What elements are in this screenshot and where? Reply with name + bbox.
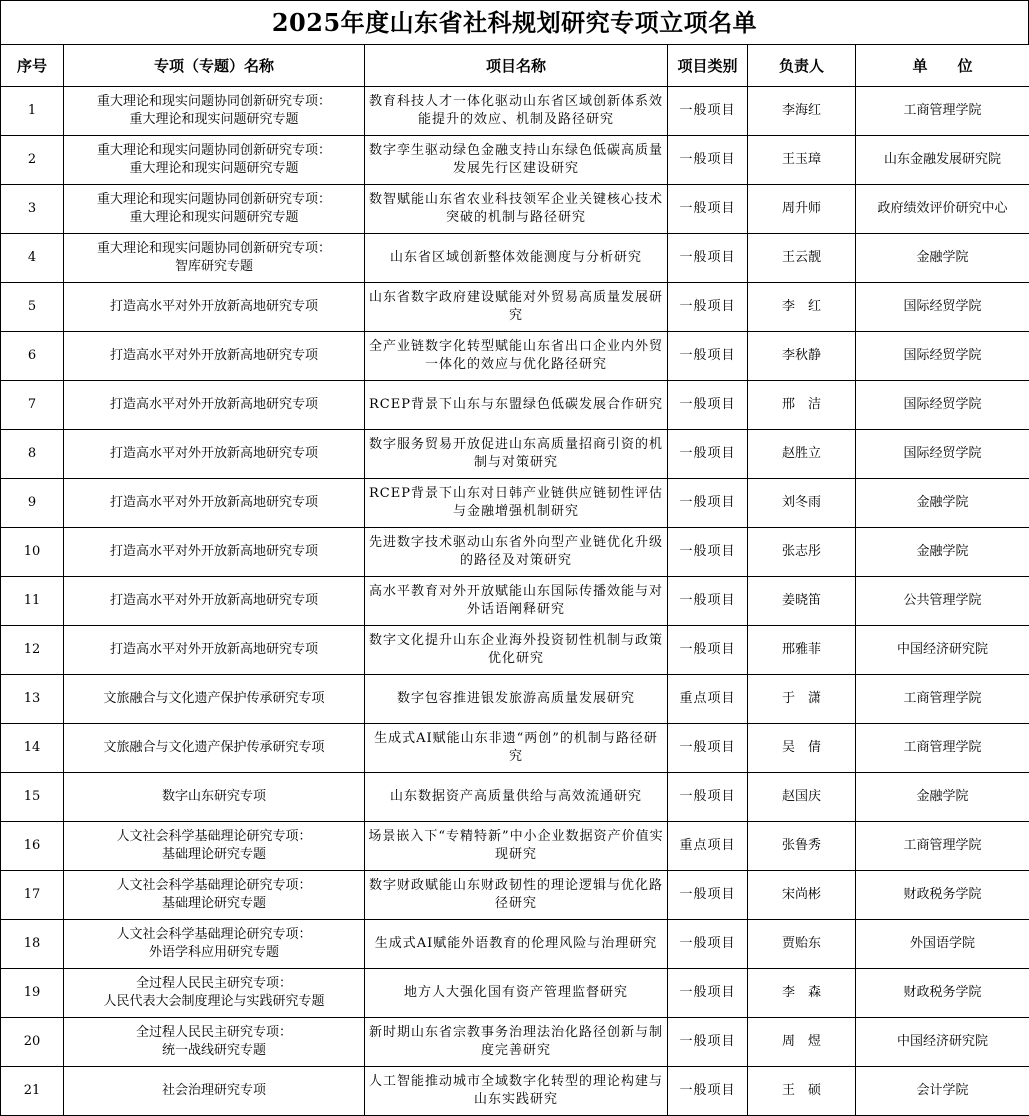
cell-special	[64, 1018, 365, 1067]
cell-leader: 赵国庆	[748, 773, 856, 822]
special-line: 重大理论和现实问题协同创新研究专项：	[67, 240, 361, 258]
cell-leader: 张鲁秀	[748, 822, 856, 871]
cell-project: 数智赋能山东省农业科技领军企业关键核心技术突破的机制与路径研究	[365, 185, 668, 234]
cell-leader: 吴 倩	[748, 724, 856, 773]
cell-category: 一般项目	[668, 381, 748, 430]
cell-category: 一般项目	[668, 1018, 748, 1067]
cell-category: 一般项目	[668, 969, 748, 1018]
cell-leader: 张志彤	[748, 528, 856, 577]
cell-special	[64, 871, 365, 920]
special-line: 全过程人民民主研究专项：	[67, 1024, 361, 1042]
special-line: 人民代表大会制度理论与实践研究专题	[67, 993, 361, 1011]
special-line: 重大理论和现实问题协同创新研究专项：	[67, 191, 361, 209]
cell-unit: 工商管理学院	[856, 87, 1029, 136]
cell-leader: 贾贻东	[748, 920, 856, 969]
cell-category: 重点项目	[668, 822, 748, 871]
header-project: 项目名称	[365, 45, 668, 87]
table-row	[1, 724, 1029, 773]
table-row	[1, 577, 1029, 626]
cell-no: 12	[1, 626, 64, 675]
cell-leader: 于 潇	[748, 675, 856, 724]
special-line: 重大理论和现实问题研究专题	[67, 160, 361, 178]
cell-unit: 会计学院	[856, 1067, 1029, 1116]
cell-leader: 李 红	[748, 283, 856, 332]
special-line: 外语学科应用研究专题	[67, 944, 361, 962]
cell-category: 一般项目	[668, 234, 748, 283]
table-row	[1, 528, 1029, 577]
special-line: 人文社会科学基础理论研究专项：	[67, 926, 361, 944]
table-row	[1, 1018, 1029, 1067]
special-line: 基础理论研究专题	[67, 846, 361, 864]
cell-leader: 刘冬雨	[748, 479, 856, 528]
table-row	[1, 675, 1029, 724]
special-line: 打造高水平对外开放新高地研究专项	[67, 396, 361, 414]
table-row	[1, 822, 1029, 871]
cell-unit: 金融学院	[856, 773, 1029, 822]
cell-unit: 工商管理学院	[856, 724, 1029, 773]
cell-no: 18	[1, 920, 64, 969]
special-line: 打造高水平对外开放新高地研究专项	[67, 347, 361, 365]
table-row	[1, 283, 1029, 332]
cell-special	[64, 479, 365, 528]
cell-leader: 邢雅菲	[748, 626, 856, 675]
cell-leader: 邢 洁	[748, 381, 856, 430]
table-row	[1, 234, 1029, 283]
header-category: 项目类别	[668, 45, 748, 87]
cell-no: 19	[1, 969, 64, 1018]
cell-no: 10	[1, 528, 64, 577]
cell-unit: 金融学院	[856, 479, 1029, 528]
cell-no: 9	[1, 479, 64, 528]
cell-special	[64, 283, 365, 332]
cell-project: 山东省数字政府建设赋能对外贸易高质量发展研究	[365, 283, 668, 332]
header-special: 专项（专题）名称	[64, 45, 365, 87]
cell-leader: 周 煜	[748, 1018, 856, 1067]
cell-category: 一般项目	[668, 724, 748, 773]
cell-project: 数字孪生驱动绿色金融支持山东绿色低碳高质量发展先行区建设研究	[365, 136, 668, 185]
cell-special	[64, 724, 365, 773]
special-line: 数字山东研究专项	[67, 788, 361, 806]
table-body	[1, 87, 1029, 1116]
cell-unit: 政府绩效评价研究中心	[856, 185, 1029, 234]
cell-leader: 王 硕	[748, 1067, 856, 1116]
cell-project: 高水平教育对外开放赋能山东国际传播效能与对外话语阐释研究	[365, 577, 668, 626]
table-row	[1, 87, 1029, 136]
cell-leader: 姜晓笛	[748, 577, 856, 626]
cell-no: 6	[1, 332, 64, 381]
cell-project: 场景嵌入下“专精特新”中小企业数据资产价值实现研究	[365, 822, 668, 871]
cell-project: 教育科技人才一体化驱动山东省区域创新体系效能提升的效应、机制及路径研究	[365, 87, 668, 136]
cell-special	[64, 577, 365, 626]
cell-project: 数字文化提升山东企业海外投资韧性机制与政策优化研究	[365, 626, 668, 675]
special-line: 打造高水平对外开放新高地研究专项	[67, 298, 361, 316]
cell-category: 重点项目	[668, 675, 748, 724]
cell-leader: 赵胜立	[748, 430, 856, 479]
special-line: 打造高水平对外开放新高地研究专项	[67, 641, 361, 659]
cell-project: 数字包容推进银发旅游高质量发展研究	[365, 675, 668, 724]
cell-project: 数字服务贸易开放促进山东高质量招商引资的机制与对策研究	[365, 430, 668, 479]
cell-project: RCEP背景下山东对日韩产业链供应链韧性评估与金融增强机制研究	[365, 479, 668, 528]
cell-special	[64, 528, 365, 577]
header-unit: 单 位	[856, 45, 1029, 87]
special-line: 文旅融合与文化遗产保护传承研究专项	[67, 690, 361, 708]
cell-unit: 国际经贸学院	[856, 430, 1029, 479]
cell-category: 一般项目	[668, 577, 748, 626]
cell-project: 先进数字技术驱动山东省外向型产业链优化升级的路径及对策研究	[365, 528, 668, 577]
cell-category: 一般项目	[668, 185, 748, 234]
header-leader: 负责人	[748, 45, 856, 87]
cell-category: 一般项目	[668, 87, 748, 136]
cell-project: 山东省区域创新整体效能测度与分析研究	[365, 234, 668, 283]
cell-unit: 山东金融发展研究院	[856, 136, 1029, 185]
table-row	[1, 185, 1029, 234]
cell-project: RCEP背景下山东与东盟绿色低碳发展合作研究	[365, 381, 668, 430]
special-line: 智库研究专题	[67, 258, 361, 276]
special-line: 统一战线研究专题	[67, 1042, 361, 1060]
cell-unit: 国际经贸学院	[856, 332, 1029, 381]
project-list-table	[0, 44, 1029, 1116]
special-line: 人文社会科学基础理论研究专项：	[67, 828, 361, 846]
cell-leader: 周升师	[748, 185, 856, 234]
table-row	[1, 773, 1029, 822]
header-no: 序号	[1, 45, 64, 87]
cell-unit: 财政税务学院	[856, 871, 1029, 920]
special-line: 打造高水平对外开放新高地研究专项	[67, 543, 361, 561]
cell-special	[64, 822, 365, 871]
table-row	[1, 1067, 1029, 1116]
cell-special	[64, 1067, 365, 1116]
cell-no: 8	[1, 430, 64, 479]
cell-unit: 中国经济研究院	[856, 626, 1029, 675]
table-row	[1, 479, 1029, 528]
cell-unit: 公共管理学院	[856, 577, 1029, 626]
cell-category: 一般项目	[668, 871, 748, 920]
cell-special	[64, 969, 365, 1018]
cell-no: 20	[1, 1018, 64, 1067]
cell-category: 一般项目	[668, 626, 748, 675]
cell-project: 新时期山东省宗教事务治理法治化路径创新与制度完善研究	[365, 1018, 668, 1067]
cell-no: 3	[1, 185, 64, 234]
table-row	[1, 136, 1029, 185]
cell-no: 13	[1, 675, 64, 724]
cell-project: 数字财政赋能山东财政韧性的理论逻辑与优化路径研究	[365, 871, 668, 920]
cell-unit: 外国语学院	[856, 920, 1029, 969]
cell-no: 15	[1, 773, 64, 822]
cell-no: 16	[1, 822, 64, 871]
cell-leader: 王云靓	[748, 234, 856, 283]
table-row	[1, 381, 1029, 430]
special-line: 文旅融合与文化遗产保护传承研究专项	[67, 739, 361, 757]
cell-special	[64, 87, 365, 136]
special-line: 打造高水平对外开放新高地研究专项	[67, 592, 361, 610]
cell-project: 生成式AI赋能山东非遗“两创”的机制与路径研究	[365, 724, 668, 773]
cell-category: 一般项目	[668, 283, 748, 332]
cell-unit: 国际经贸学院	[856, 381, 1029, 430]
cell-unit: 财政税务学院	[856, 969, 1029, 1018]
table-row	[1, 969, 1029, 1018]
cell-leader: 李 森	[748, 969, 856, 1018]
table-row	[1, 871, 1029, 920]
special-line: 全过程人民民主研究专项：	[67, 975, 361, 993]
cell-no: 21	[1, 1067, 64, 1116]
cell-special	[64, 185, 365, 234]
cell-no: 17	[1, 871, 64, 920]
table-row	[1, 626, 1029, 675]
cell-unit: 金融学院	[856, 528, 1029, 577]
table-row	[1, 332, 1029, 381]
special-line: 重大理论和现实问题协同创新研究专项：	[67, 142, 361, 160]
cell-category: 一般项目	[668, 528, 748, 577]
cell-unit: 金融学院	[856, 234, 1029, 283]
cell-project: 地方人大强化国有资产管理监督研究	[365, 969, 668, 1018]
special-line: 打造高水平对外开放新高地研究专项	[67, 445, 361, 463]
cell-special	[64, 430, 365, 479]
cell-no: 7	[1, 381, 64, 430]
table-row	[1, 430, 1029, 479]
cell-special	[64, 381, 365, 430]
cell-special	[64, 332, 365, 381]
cell-no: 11	[1, 577, 64, 626]
table-header-row	[1, 45, 1029, 87]
cell-category: 一般项目	[668, 332, 748, 381]
document-title: 2025年度山东省社科规划研究专项立项名单	[0, 0, 1029, 44]
cell-special	[64, 136, 365, 185]
cell-leader: 宋尚彬	[748, 871, 856, 920]
cell-special	[64, 675, 365, 724]
cell-project: 人工智能推动城市全域数字化转型的理论构建与山东实践研究	[365, 1067, 668, 1116]
special-line: 重大理论和现实问题研究专题	[67, 111, 361, 129]
cell-no: 2	[1, 136, 64, 185]
cell-special	[64, 626, 365, 675]
cell-leader: 李海红	[748, 87, 856, 136]
cell-no: 1	[1, 87, 64, 136]
cell-unit: 工商管理学院	[856, 822, 1029, 871]
cell-special	[64, 920, 365, 969]
special-line: 重大理论和现实问题协同创新研究专项：	[67, 93, 361, 111]
cell-project: 山东数据资产高质量供给与高效流通研究	[365, 773, 668, 822]
special-line: 基础理论研究专题	[67, 895, 361, 913]
cell-unit: 中国经济研究院	[856, 1018, 1029, 1067]
cell-category: 一般项目	[668, 430, 748, 479]
special-line: 社会治理研究专项	[67, 1082, 361, 1100]
cell-category: 一般项目	[668, 136, 748, 185]
cell-unit: 工商管理学院	[856, 675, 1029, 724]
cell-project: 生成式AI赋能外语教育的伦理风险与治理研究	[365, 920, 668, 969]
cell-no: 14	[1, 724, 64, 773]
cell-leader: 王玉璋	[748, 136, 856, 185]
cell-category: 一般项目	[668, 920, 748, 969]
cell-category: 一般项目	[668, 479, 748, 528]
cell-special	[64, 773, 365, 822]
cell-category: 一般项目	[668, 1067, 748, 1116]
special-line: 人文社会科学基础理论研究专项：	[67, 877, 361, 895]
special-line: 重大理论和现实问题研究专题	[67, 209, 361, 227]
cell-no: 5	[1, 283, 64, 332]
cell-project: 全产业链数字化转型赋能山东省出口企业内外贸一体化的效应与优化路径研究	[365, 332, 668, 381]
table-row	[1, 920, 1029, 969]
special-line: 打造高水平对外开放新高地研究专项	[67, 494, 361, 512]
cell-unit: 国际经贸学院	[856, 283, 1029, 332]
cell-special	[64, 234, 365, 283]
cell-leader: 李秋静	[748, 332, 856, 381]
cell-category: 一般项目	[668, 773, 748, 822]
cell-no: 4	[1, 234, 64, 283]
